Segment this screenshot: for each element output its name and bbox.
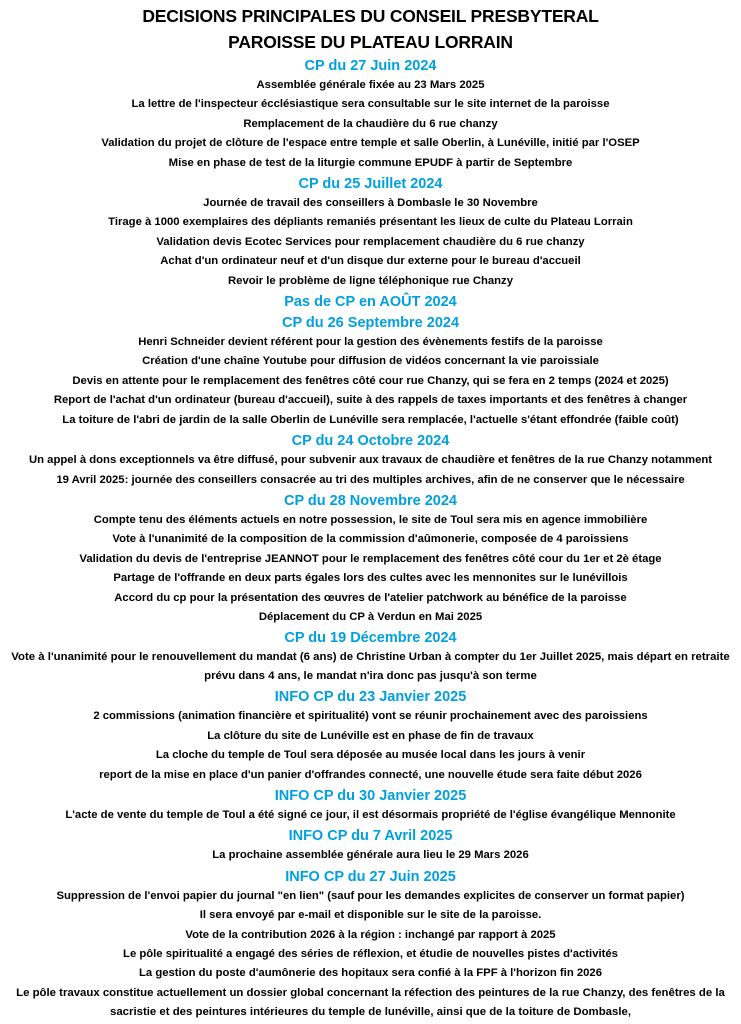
section-heading: INFO CP du 23 Janvier 2025 xyxy=(274,689,467,706)
section-heading: INFO CP du 27 Juin 2025 xyxy=(285,868,456,885)
decision-item: Revoir le problème de ligne téléphonique rue Chanzy xyxy=(228,274,513,287)
decision-item: Tirage à 1000 exemplaires des dépliants remaniés présentant les lieux de culte du Plateau Lorrain xyxy=(108,216,633,229)
section-heading: CP du 27 Juin 2024 xyxy=(304,58,437,74)
decision-item: Création d'une chaîne Youtube pour diffusion de vidéos concernant la vie paroissiale xyxy=(142,355,599,368)
decision-item: La cloche du temple de Toul sera déposée au musée local dans les jours à venir xyxy=(155,749,586,762)
decision-item: Accord du cp pour la présentation des œuvres de l'atelier patchwork au bénéfice de la paroisse xyxy=(114,591,627,604)
decision-item: Remplacement de la chaudière du 6 rue chanzy xyxy=(243,117,498,130)
meeting-section xyxy=(0,56,741,173)
section-heading: CP du 25 Juillet 2024 xyxy=(298,176,443,193)
decision-item: 2 commissions (animation financière et spiritualité) vont se réunir prochainement avec des paroissiens xyxy=(93,710,648,723)
decision-item: La lettre de l'inspecteur écclésiastique sera consultable sur le site internet de la paroisse xyxy=(131,98,610,111)
decision-item: Déplacement du CP à Verdun en Mai 2025 xyxy=(258,610,483,623)
decision-item: Il sera envoyé par e-mail et disponible sur le site de la paroisse. xyxy=(199,909,542,922)
decisions-list xyxy=(0,56,741,1022)
decision-item: La prochaine assemblée générale aura lieu le 29 Mars 2026 xyxy=(212,849,529,862)
decision-item: Suppression de l'envoi papier du journal "en lien" (sauf pour les demandes explicites de conserver un format papier) xyxy=(56,889,685,902)
meeting-section xyxy=(0,313,741,430)
decision-item: Compte tenu des éléments actuels en notre possession, le site de Toul sera mis en agence immobilière xyxy=(93,513,648,526)
decision-item: Mise en phase de test de la liturgie commune EPUDF à partir de Septembre xyxy=(168,156,573,169)
meeting-section xyxy=(0,786,741,825)
decision-item: La toiture de l'abri de jardin de la salle Oberlin de Lunéville sera remplacée, l'actuelle s'étant effondrée (faible coût) xyxy=(62,413,679,426)
decision-item: Assemblée générale fixée au 23 Mars 2025 xyxy=(256,79,485,91)
section-heading: INFO CP du 7 Avril 2025 xyxy=(288,828,453,845)
meeting-section xyxy=(0,867,741,1022)
decision-item: Achat d'un ordinateur neuf et d'un disque dur externe pour le bureau d'accueil xyxy=(160,255,581,268)
decision-item: Partage de l'offrande en deux parts égales lors des cultes avec les mennonites sur le lunévillois xyxy=(113,572,628,585)
decision-item: 19 Avril 2025: journée des conseillers consacrée au tri des multiples archives, afin de ne conserver que le nécessaire xyxy=(56,473,685,486)
section-heading: CP du 26 Septembre 2024 xyxy=(281,315,460,332)
decision-item: Le pôle travaux constitue actuellement un dossier global concernant la réfection des peintures de la rue Chanzy, des fenêtres de la sacristie et des peintures intérieures du temple de lunéville, ainsi que de la toiture de Dombasle, xyxy=(16,986,725,1018)
meeting-section xyxy=(0,826,741,865)
decision-item: report de la mise en place d'un panier d'offrandes connecté, une nouvelle étude sera faite début 2026 xyxy=(99,768,642,781)
decision-item: Devis en attente pour le remplacement des fenêtres côté cour rue Chanzy, qui se fera en 2 temps (2024 et 2025) xyxy=(72,374,669,387)
decision-item: Journée de travail des conseillers à Dombasle le 30 Novembre xyxy=(203,197,538,210)
decision-item: La clôture du site de Lunéville est en phase de fin de travaux xyxy=(207,729,534,742)
document-subtitle: PAROISSE DU PLATEAU LORRAIN xyxy=(228,32,513,52)
meeting-section xyxy=(0,174,741,291)
decision-item: Henri Schneider devient référent pour la gestion des évènements festifs de la paroisse xyxy=(138,336,603,349)
decision-item: Validation devis Ecotec Services pour remplacement chaudière du 6 rue chanzy xyxy=(156,235,585,248)
decision-item: Vote de la contribution 2026 à la région : inchangé par rapport à 2025 xyxy=(185,928,556,941)
meeting-section xyxy=(0,628,741,686)
decision-item: Le pôle spiritualité a engagé des séries de réflexion, et étudie de nouvelles pistes d'activités xyxy=(123,948,618,960)
decision-item: Vote à l'unanimité pour le renouvellement du mandat (6 ans) de Christine Urban à compter du 1er Juillet 2025, mais départ en retraite prévu dans 4 ans, le mandat n'ira donc pas jusqu'à son terme xyxy=(11,651,730,683)
decision-item: Report de l'achat d'un ordinateur (bureau d'accueil), suite à des rappels de taxes importants et des fenêtres à changer xyxy=(53,394,688,407)
meeting-section xyxy=(0,687,741,785)
decision-item: Validation du devis de l'entreprise JEANNOT pour le remplacement des fenêtres côté cour du 1er et 2è étage xyxy=(79,552,662,565)
section-heading: CP du 28 Novembre 2024 xyxy=(283,492,457,509)
meeting-section xyxy=(0,292,741,312)
meeting-section xyxy=(0,491,741,627)
decision-item: Un appel à dons exceptionnels va être diffusé, pour subvenir aux travaux de chaudière et fenêtres de la rue Chanzy notamment xyxy=(28,454,713,467)
section-heading: CP du 19 Décembre 2024 xyxy=(284,630,457,647)
section-heading: Pas de CP en AOÛT 2024 xyxy=(284,294,457,311)
decision-item: La gestion du poste d'aumônerie des hopitaux sera confié à la FPF à l'horizon fin 2026 xyxy=(139,967,602,980)
decision-item: L'acte de vente du temple de Toul a été signé ce jour, il est désormais propriété de l'église évangélique Mennonite xyxy=(65,808,676,821)
section-heading: CP du 24 Octobre 2024 xyxy=(291,433,450,450)
section-heading: INFO CP du 30 Janvier 2025 xyxy=(274,787,467,804)
document-title: DECISIONS PRINCIPALES DU CONSEIL PRESBYTERAL xyxy=(142,6,599,26)
decision-item: Validation du projet de clôture de l'espace entre temple et salle Oberlin, à Lunéville, initié par l'OSEP xyxy=(101,137,640,150)
decision-item: Vote à l'unanimité de la composition de la commission d'aûmonerie, composée de 4 paroissiens xyxy=(112,533,629,546)
meeting-section xyxy=(0,431,741,490)
